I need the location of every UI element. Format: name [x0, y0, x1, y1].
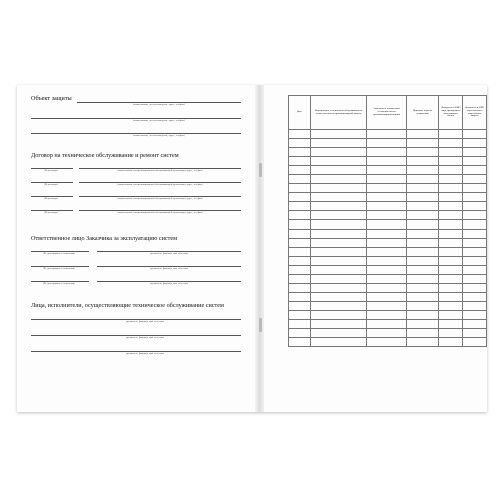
table-cell[interactable] [310, 139, 367, 148]
table-cell[interactable] [289, 301, 311, 310]
performer-caption-3: (должность, фамилия, имя, отчество) [126, 352, 164, 355]
table-row [289, 238, 487, 247]
table-cell[interactable] [439, 139, 463, 148]
table-cell[interactable] [406, 329, 438, 338]
table-cell[interactable] [367, 292, 406, 301]
table-cell[interactable] [463, 310, 487, 319]
table-cell[interactable] [439, 292, 463, 301]
table-cell[interactable] [310, 148, 367, 157]
table-cell[interactable] [310, 184, 367, 193]
object-caption-2: (наименование, местонахождение, адрес, телефон) [133, 119, 185, 122]
table-cell[interactable] [289, 184, 311, 193]
table-cell[interactable] [463, 329, 487, 338]
table-cell[interactable] [367, 157, 406, 166]
table-cell[interactable] [310, 229, 367, 238]
table-cell[interactable] [439, 274, 463, 283]
table-cell[interactable] [406, 319, 438, 328]
table-cell[interactable] [463, 283, 487, 292]
table-cell[interactable] [289, 166, 311, 175]
table-cell[interactable] [406, 247, 438, 256]
table-cell[interactable] [406, 229, 438, 238]
contract-org-caption-4: (наименование специализированной обслуживающей организации, адрес, телефон) [117, 211, 203, 214]
table-cell[interactable] [406, 184, 438, 193]
table-cell[interactable] [439, 157, 463, 166]
table-cell[interactable] [463, 229, 487, 238]
table-cell[interactable] [463, 292, 487, 301]
order-caption-2: (№, дата приказа о назначении) [43, 267, 75, 270]
table-cell[interactable] [406, 310, 438, 319]
table-cell[interactable] [367, 329, 406, 338]
table-cell[interactable] [367, 175, 406, 184]
table-cell[interactable] [367, 265, 406, 274]
table-cell[interactable] [289, 148, 311, 157]
table-cell[interactable] [406, 148, 438, 157]
column-header-date: Дата [289, 96, 311, 130]
contract-org-caption-2: (наименование специализированной обслуживающей организации, адрес, телефон) [117, 183, 203, 186]
table-cell[interactable] [367, 130, 406, 139]
table-cell[interactable] [310, 193, 367, 202]
table-cell[interactable] [439, 184, 463, 193]
table-cell[interactable] [463, 256, 487, 265]
table-cell[interactable] [367, 338, 406, 347]
table-cell[interactable] [289, 139, 311, 148]
table-cell[interactable] [439, 148, 463, 157]
order-caption-3: (№, дата приказа о назначении) [43, 282, 75, 285]
object-caption-1: (наименование, местонахождение, адрес, телефон) [133, 103, 185, 106]
table-cell[interactable] [439, 265, 463, 274]
table-cell[interactable] [406, 338, 438, 347]
table-cell[interactable] [439, 193, 463, 202]
performer-caption-2: (должность, фамилия, имя, отчество) [126, 336, 164, 339]
column-header-responsible-person: Должность и ФИО ответственного лица объекта защиты [463, 96, 487, 130]
table-row [289, 193, 487, 202]
contract-number-caption-4: (№ договора) [44, 211, 58, 214]
table-cell[interactable] [406, 265, 438, 274]
table-cell[interactable] [463, 338, 487, 347]
table-row [289, 274, 487, 283]
table-row [289, 157, 487, 166]
table-cell[interactable] [289, 319, 311, 328]
table-cell[interactable] [406, 175, 438, 184]
table-cell[interactable] [367, 202, 406, 211]
table-cell[interactable] [367, 238, 406, 247]
table-cell[interactable] [289, 283, 311, 292]
table-cell[interactable] [463, 139, 487, 148]
table-cell[interactable] [406, 166, 438, 175]
table-cell[interactable] [367, 139, 406, 148]
table-cell[interactable] [439, 175, 463, 184]
table-cell[interactable] [439, 247, 463, 256]
performers-label: Лица, исполнители, осуществляющие техническое обслуживание систем [31, 302, 224, 309]
table-cell[interactable] [439, 166, 463, 175]
table-row [289, 329, 487, 338]
table-cell[interactable] [310, 157, 367, 166]
table-cell[interactable] [289, 202, 311, 211]
responsible-person-caption-1: (должность, фамилия, имя, отчество) [150, 252, 188, 255]
table-cell[interactable] [463, 166, 487, 175]
table-cell[interactable] [289, 265, 311, 274]
column-header-remarks: Замечания о техническом состоянии систем противопожарной защиты [367, 96, 406, 130]
table-cell[interactable] [289, 193, 311, 202]
table-cell[interactable] [289, 292, 311, 301]
table-cell[interactable] [289, 220, 311, 229]
contract-number-caption-3: (№ договора) [44, 197, 58, 200]
table-cell[interactable] [289, 256, 311, 265]
table-row [289, 175, 487, 184]
table-cell[interactable] [310, 238, 367, 247]
table-cell[interactable] [289, 310, 311, 319]
table-row [289, 148, 487, 157]
table-cell[interactable] [310, 310, 367, 319]
table-cell[interactable] [406, 130, 438, 139]
table-cell[interactable] [463, 247, 487, 256]
table-cell[interactable] [289, 329, 311, 338]
table-row [289, 247, 487, 256]
table-cell[interactable] [439, 220, 463, 229]
table-cell[interactable] [463, 238, 487, 247]
table-cell[interactable] [367, 148, 406, 157]
responsible-person-caption-2: (должность, фамилия, имя, отчество) [150, 267, 188, 270]
maintenance-log-table [288, 95, 487, 347]
table-row [289, 166, 487, 175]
table-cell[interactable] [463, 184, 487, 193]
table-header-row [289, 96, 487, 130]
table-cell[interactable] [406, 193, 438, 202]
table-row [289, 301, 487, 310]
table-cell[interactable] [406, 238, 438, 247]
table-cell[interactable] [289, 247, 311, 256]
order-caption-1: (№, дата приказа о назначении) [43, 252, 75, 255]
table-row [289, 130, 487, 139]
table-row [289, 211, 487, 220]
table-cell[interactable] [406, 283, 438, 292]
staple-top [259, 163, 262, 177]
table-cell[interactable] [439, 211, 463, 220]
contract-org-caption-1: (наименование специализированной обслуживающей организации, адрес, телефон) [117, 169, 203, 172]
table-cell[interactable] [310, 166, 367, 175]
responsible-label: Ответственное лицо Заказчика за эксплуатацию систем [31, 235, 178, 242]
table-cell[interactable] [367, 211, 406, 220]
table-body [289, 130, 487, 347]
left-page [17, 85, 257, 412]
table-cell[interactable] [463, 220, 487, 229]
contract-label: Договор на техническое обслуживание и ремонт систем [31, 152, 179, 159]
table-cell[interactable] [310, 274, 367, 283]
table-cell[interactable] [463, 202, 487, 211]
table-cell[interactable] [289, 130, 311, 139]
table-cell[interactable] [289, 211, 311, 220]
table-cell[interactable] [439, 229, 463, 238]
contract-org-caption-3: (наименование специализированной обслуживающей организации, адрес, телефон) [117, 197, 203, 200]
column-header-service-person: Должность и ФИО лица, проводящего обслуживание систем [439, 96, 463, 130]
table-cell[interactable] [463, 211, 487, 220]
table-cell[interactable] [439, 310, 463, 319]
column-header-check-type: Вид проверки, технического обслуживания по элементам систем противопожарной защиты [310, 96, 367, 130]
table-cell[interactable] [406, 292, 438, 301]
table-cell[interactable] [367, 184, 406, 193]
staple-bottom [259, 318, 262, 332]
table-row [289, 184, 487, 193]
table-cell[interactable] [463, 274, 487, 283]
table-row [289, 283, 487, 292]
table-cell[interactable] [289, 238, 311, 247]
table-cell[interactable] [463, 193, 487, 202]
table-cell[interactable] [289, 274, 311, 283]
table-cell[interactable] [289, 338, 311, 347]
table-cell[interactable] [310, 319, 367, 328]
table-row [289, 338, 487, 347]
table-cell[interactable] [367, 319, 406, 328]
table-cell[interactable] [406, 211, 438, 220]
table-row [289, 229, 487, 238]
table-cell[interactable] [310, 283, 367, 292]
table-cell[interactable] [463, 265, 487, 274]
table-cell[interactable] [367, 193, 406, 202]
table-cell[interactable] [406, 274, 438, 283]
table-cell[interactable] [367, 301, 406, 310]
right-page [264, 85, 487, 412]
table-cell[interactable] [367, 283, 406, 292]
table-cell[interactable] [406, 139, 438, 148]
table-cell[interactable] [310, 256, 367, 265]
table-cell[interactable] [367, 256, 406, 265]
table-cell[interactable] [310, 220, 367, 229]
table-cell[interactable] [439, 256, 463, 265]
table-cell[interactable] [310, 338, 367, 347]
table-cell[interactable] [406, 157, 438, 166]
table-row [289, 220, 487, 229]
table-cell[interactable] [310, 175, 367, 184]
table-cell[interactable] [463, 130, 487, 139]
table-cell[interactable] [439, 202, 463, 211]
open-journal-spread [17, 85, 487, 412]
table-cell[interactable] [310, 265, 367, 274]
table-cell[interactable] [367, 274, 406, 283]
table-cell[interactable] [406, 301, 438, 310]
table-cell[interactable] [367, 166, 406, 175]
table-cell[interactable] [367, 247, 406, 256]
contract-number-caption-1: (№ договора) [44, 169, 58, 172]
table-row [289, 292, 487, 301]
table-cell[interactable] [406, 202, 438, 211]
table-cell[interactable] [310, 247, 367, 256]
column-header-measures: Принятые меры по устранению [406, 96, 438, 130]
table-row [289, 256, 487, 265]
table-cell[interactable] [463, 157, 487, 166]
responsible-person-caption-3: (должность, фамилия, имя, отчество) [150, 282, 188, 285]
performer-caption-1: (должность, фамилия, имя, отчество) [126, 320, 164, 323]
table-row [289, 139, 487, 148]
table-cell[interactable] [367, 310, 406, 319]
table-cell[interactable] [367, 229, 406, 238]
contract-number-caption-2: (№ договора) [44, 183, 58, 186]
table-cell[interactable] [463, 319, 487, 328]
table-cell[interactable] [439, 238, 463, 247]
table-cell[interactable] [310, 329, 367, 338]
object-caption-3: (наименование, местонахождение, адрес, телефон) [133, 134, 185, 137]
table-cell[interactable] [463, 148, 487, 157]
table-cell[interactable] [439, 338, 463, 347]
table-cell[interactable] [463, 175, 487, 184]
table-cell[interactable] [310, 202, 367, 211]
table-cell[interactable] [439, 329, 463, 338]
table-cell[interactable] [310, 130, 367, 139]
table-row [289, 265, 487, 274]
table-cell[interactable] [289, 157, 311, 166]
table-cell[interactable] [367, 220, 406, 229]
table-cell[interactable] [439, 301, 463, 310]
table-row [289, 310, 487, 319]
table-cell[interactable] [310, 292, 367, 301]
table-cell[interactable] [463, 301, 487, 310]
table-cell[interactable] [439, 130, 463, 139]
table-cell[interactable] [310, 211, 367, 220]
table-row [289, 202, 487, 211]
table-cell[interactable] [289, 229, 311, 238]
table-cell[interactable] [439, 283, 463, 292]
table-cell[interactable] [310, 301, 367, 310]
table-row [289, 319, 487, 328]
table-cell[interactable] [406, 256, 438, 265]
table-cell[interactable] [289, 175, 311, 184]
table-cell[interactable] [406, 220, 438, 229]
table-cell[interactable] [439, 319, 463, 328]
object-label: Объект защиты [31, 95, 72, 102]
